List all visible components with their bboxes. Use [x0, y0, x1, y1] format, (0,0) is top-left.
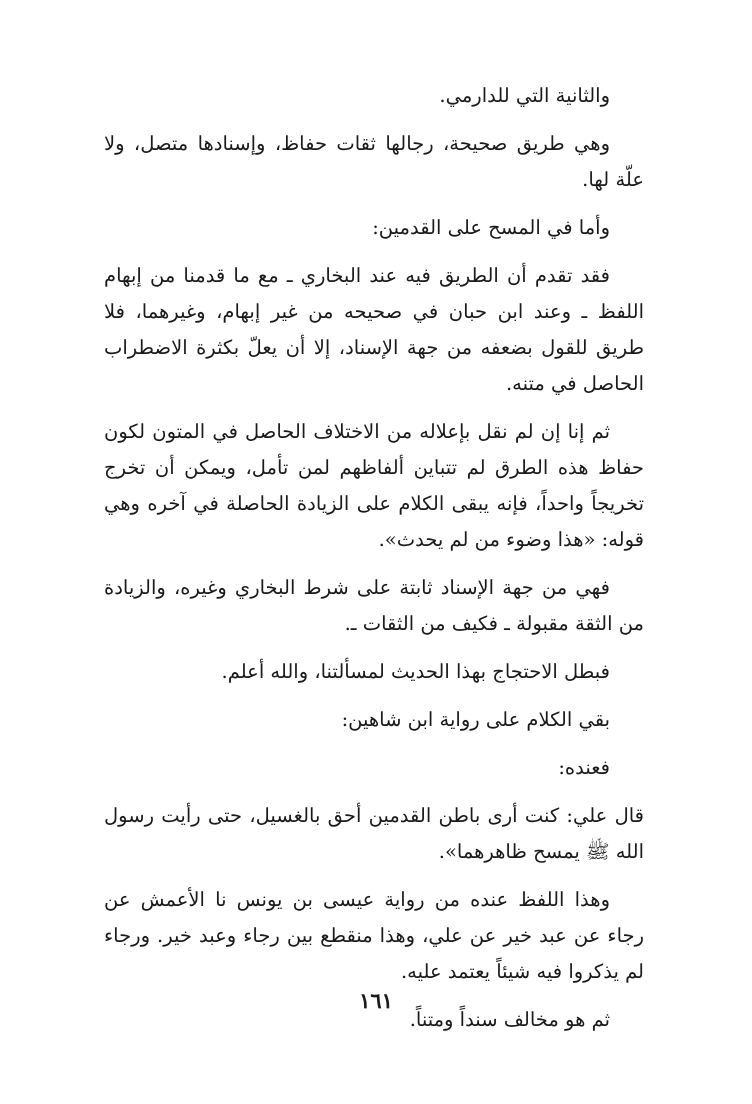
paragraph-2: وهي طريق صحيحة، رجالها ثقات حفاظ، وإسنادها متصل، ولا علّة لها.: [104, 132, 644, 191]
paragraph-4: فقد تقدم أن الطريق فيه عند البخاري ـ مع ما قدمنا من إبهام اللفظ ـ وعند ابن حبان في صحيحه من غير إبهام، وغيرهما، فلا طريق للقول بضعفه من جهة الإسناد، إلا أن يعلّ بكثرة الاضطراب الحاصل في متنه.: [104, 264, 644, 395]
paragraph-6: فهي من جهة الإسناد ثابتة على شرط البخاري وغيره، والزيادة من الثقة مقبولة ـ فكيف من الثقات ـ.: [104, 576, 644, 635]
paragraph-9: فعنده:: [558, 756, 610, 779]
paragraph-1: والثانية التي للدارمي.: [439, 84, 610, 107]
paragraph-11: وهذا اللفظ عنده من رواية عيسى بن يونس نا الأعمش عن رجاء عن عبد خير عن علي، وهذا منقطع بين رجاء وعبد خير. ورجاء لم يذكروا فيه شيئاً يعتمد عليه.: [104, 888, 644, 983]
page-body: [104, 78, 644, 1050]
paragraph-8: بقي الكلام على رواية ابن شاهين:: [341, 708, 610, 731]
paragraph-7: فبطل الاحتجاج بهذا الحديث لمسألتنا، والله أعلم.: [221, 660, 610, 683]
paragraph-10: قال علي: كنت أرى باطن القدمين أحق بالغسيل، حتى رأيت رسول الله ﷺ يمسح ظاهرهما».: [104, 804, 644, 863]
paragraph-12: ثم هو مخالف سنداً ومتناً.: [409, 1008, 610, 1031]
page-number: ١٦١: [359, 988, 393, 1013]
paragraph-3: وأما في المسح على القدمين:: [372, 216, 610, 239]
paragraph-5: ثم إنا إن لم نقل بإعلاله من الاختلاف الحاصل في المتون لكون حفاظ هذه الطرق لم تتباين ألفاظهم لمن تأمل، ويمكن أن تخرج تخريجاً واحداً، فإنه يبقى الكلام على الزيادة الحاصلة في آخره وهي قوله: «هذا وضوء من لم يحدث».: [104, 420, 644, 551]
